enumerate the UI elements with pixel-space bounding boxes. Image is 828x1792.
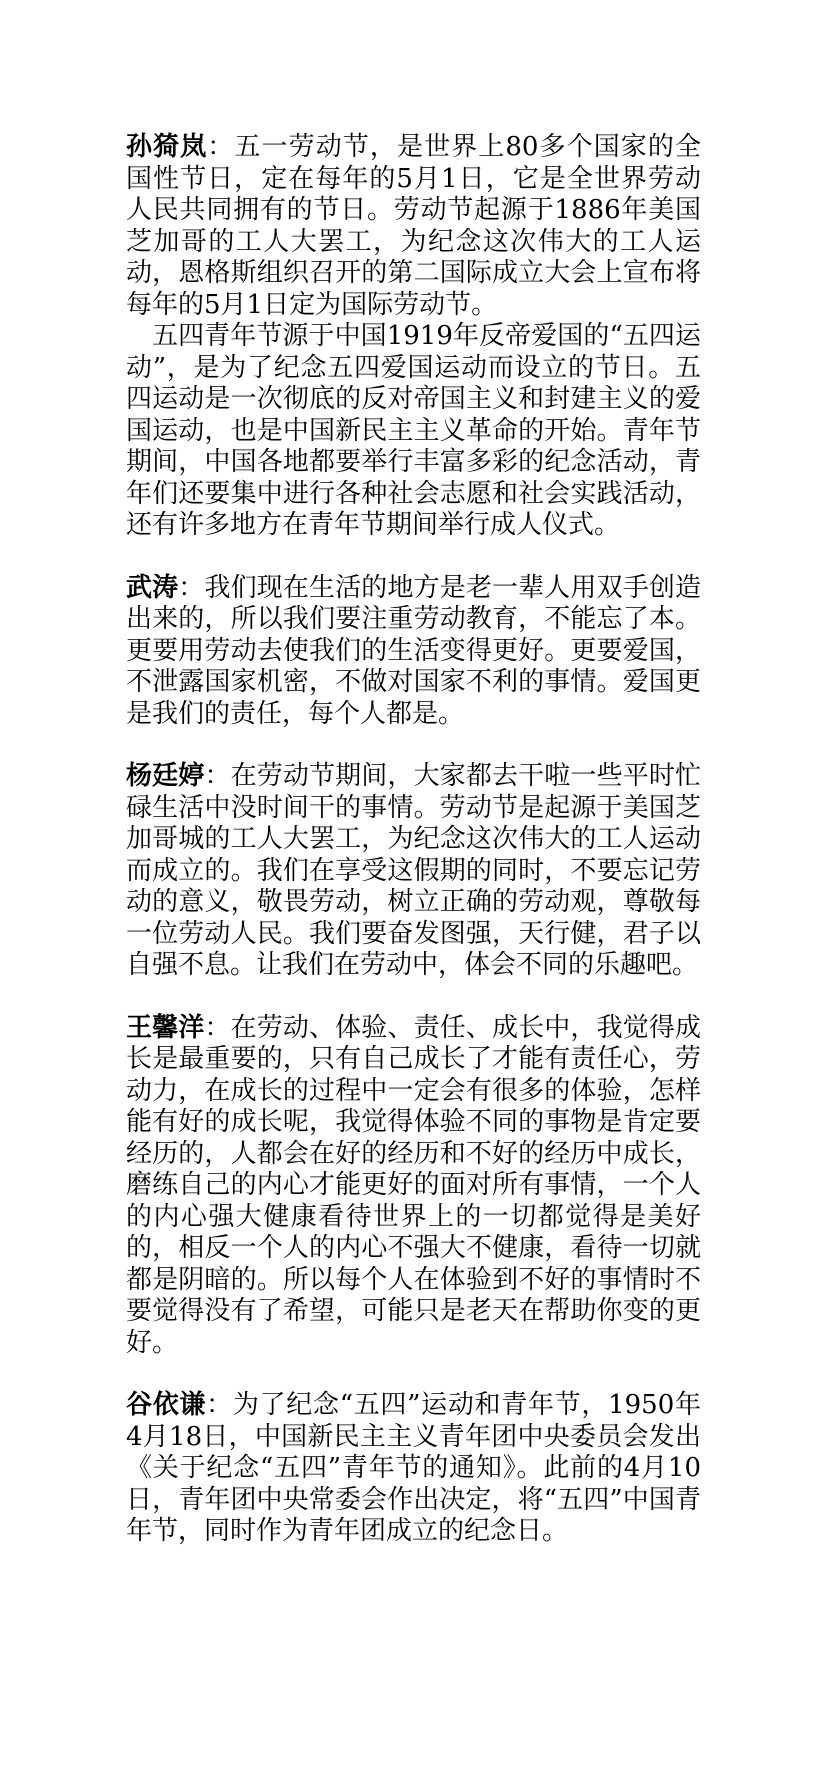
comment-paragraph xyxy=(126,321,701,542)
comment-entry xyxy=(126,1013,701,1360)
comment-text: 为了纪念“五四”运动和青年节，1950年4月18日，中国新民主主义青年团中央委员会发出《关于纪念“五四”青年节的通知》。此前的4月10日，青年团中央常委会作出决定，将“五四”中国青年节，同时作为青年团成立的纪念日。 xyxy=(126,1390,701,1546)
speaker-name: 王馨洋 xyxy=(126,1012,205,1043)
comment-entry xyxy=(126,132,701,542)
speaker-colon: ： xyxy=(206,1390,233,1420)
speaker-name: 杨廷婷 xyxy=(126,761,205,791)
comment-paragraph xyxy=(126,761,701,982)
speaker-colon: ： xyxy=(204,1012,231,1043)
speaker-colon: ： xyxy=(178,572,205,603)
comment-paragraph xyxy=(126,1013,701,1360)
speaker-name: 孙猗岚 xyxy=(126,132,208,162)
speaker-name: 武涛 xyxy=(126,572,179,603)
comment-text: 五四青年节源于中国1919年反帝爱国的“五四运动”，是为了纪念五四爱国运动而设立的节日。五四运动是一次彻底的反对帝国主义和封建主义的爱国运动，也是中国新民主主义革命的开始。青年节期间，中国各地都要举行丰富多彩的纪念活动，青年们还要集中进行各种社会志愿和社会实践活动，还有许多地方在青年节期间举行成人仪式。 xyxy=(126,321,701,540)
comment-text: 五一劳动节，是世界上80多个国家的全国性节日，定在每年的5月1日，它是全世界劳动人民共同拥有的节日。劳动节起源于1886年美国芝加哥的工人大罢工，为纪念这次伟大的工人运动，恩格斯组织召开的第二国际成立大会上宣布将每年的5月1日定为国际劳动节。 xyxy=(126,132,701,320)
comment-text: 我们现在生活的地方是老一辈人用双手创造出来的，所以我们要注重劳动教育，不能忘了本。更要用劳动去使我们的生活变得更好。更要爱国，不泄露国家机密，不做对国家不利的事情。爱国更是我们的责任，每个人都是。 xyxy=(126,572,701,729)
comment-paragraph xyxy=(126,573,701,731)
comment-entry xyxy=(126,761,701,982)
speaker-name: 谷依谦 xyxy=(126,1390,207,1420)
comment-paragraph xyxy=(126,1390,701,1548)
speaker-colon: ： xyxy=(207,132,235,162)
comment-text: 在劳动、体验、责任、成长中，我觉得成长是最重要的，只有自己成长了才能有责任心，劳动力，在成长的过程中一定会有很多的体验，怎样能有好的成长呢，我觉得体验不同的事物是肯定要经历的，人都会在好的经历和不好的经历中成长，磨练自己的内心才能更好的面对所有事情，一个人的内心强大健康看待世界上的一切都觉得是美好的，相反一个人的内心不强大不健康，看待一切就都是阴暗的。所以每个人在体验到不好的事情时不要觉得没有了希望，可能只是老天在帮助你变的更好。 xyxy=(126,1012,701,1358)
comment-entry xyxy=(126,1390,701,1548)
comment-entry xyxy=(126,573,701,731)
speaker-colon: ： xyxy=(204,761,231,791)
comment-paragraph xyxy=(126,132,701,321)
comment-text: 在劳动节期间，大家都去干啦一些平时忙碌生活中没时间干的事情。劳动节是起源于美国芝加哥城的工人大罢工，为纪念这次伟大的工人运动而成立的。我们在享受这假期的同时，不要忘记劳动的意义，敬畏劳动，树立正确的劳动观，尊敬每一位劳动人民。我们要奋发图强，天行健，君子以自强不息。让我们在劳动中，体会不同的乐趣吧。 xyxy=(126,761,701,980)
article-body xyxy=(126,132,701,1579)
